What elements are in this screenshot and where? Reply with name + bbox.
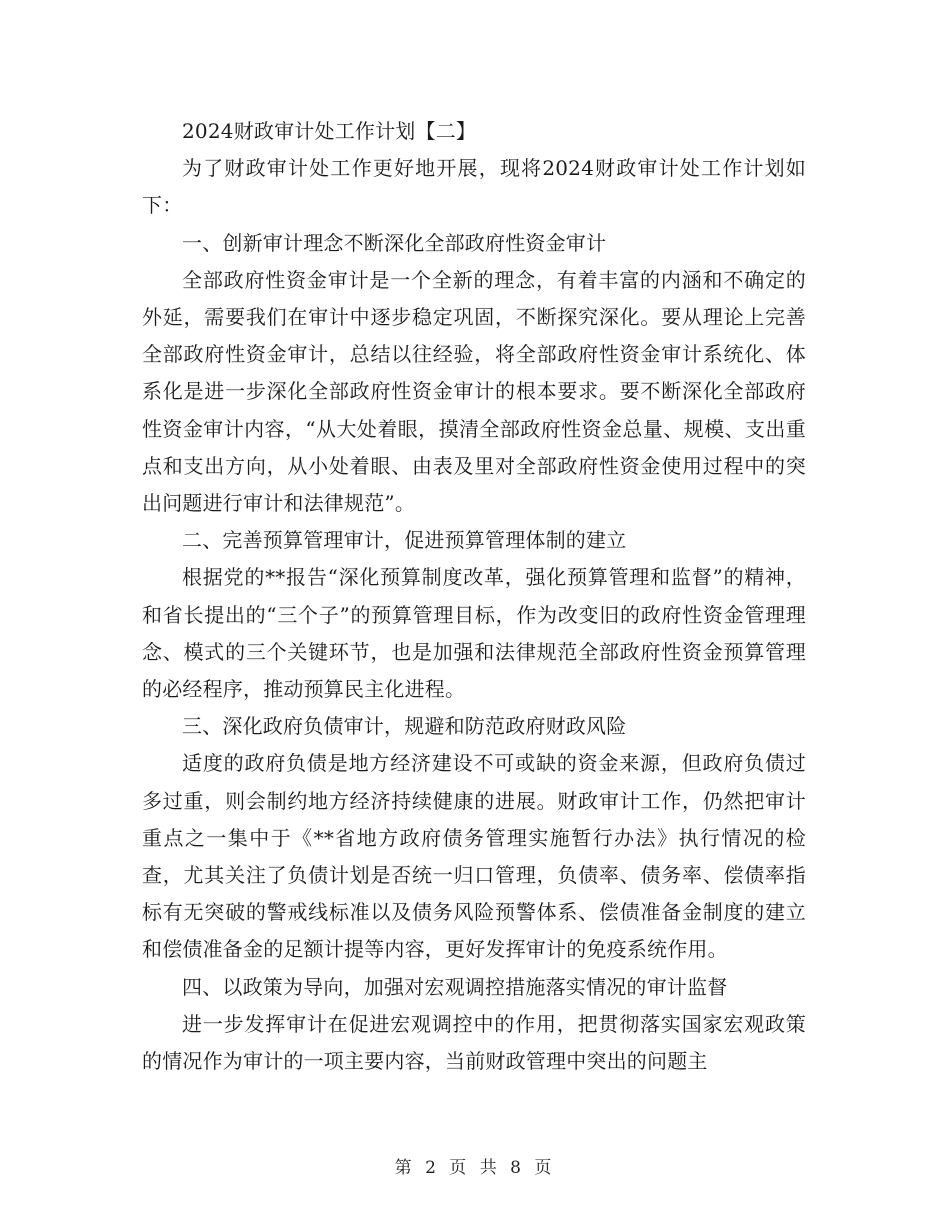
section-heading-3: 三、深化政府负债审计，规避和防范政府财政风险	[182, 714, 627, 739]
section-paragraph-4: 进一步发挥审计在促进宏观调控中的作用，把贯彻落实国家宏观政策的情况作为审计的一项主要内容，当前财政管理中突出的问题主	[142, 1011, 806, 1074]
section-paragraph-1: 全部政府性资金审计是一个全新的理念，有着丰富的内涵和不确定的外延，需要我们在审计中逐步稳定巩固，不断探究深化。要从理论上完善全部政府性资金审计，总结以往经验，将全部政府性资金审计系统化、体系化是进一步深化全部政府性资金审计的根本要求。要不断深化全部政府性资金审计内容，“从大处着眼，摸清全部政府性资金总量、规模、支出重点和支出方向，从小处着眼、由表及里对全部政府性资金使用过程中的突出问题进行审计和法律规范”。	[142, 267, 806, 516]
document-body	[142, 113, 806, 1080]
section-heading-1: 一、创新审计理念不断深化全部政府性资金审计	[182, 230, 607, 255]
document-title: 2024财政审计处工作计划【二】	[182, 119, 477, 143]
section-heading-4: 四、以政策为导向，加强对宏观调控措施落实情况的审计监督	[182, 974, 728, 999]
intro-paragraph: 为了财政审计处工作更好地开展，现将2024财政审计处工作计划如下：	[142, 156, 806, 218]
section-paragraph-2: 根据党的**报告“深化预算制度改革，强化预算管理和监督”的精神，和省长提出的“三个子”的预算管理目标，作为改变旧的政府性资金管理理念、模式的三个关键环节，也是加强和法律规范全部政府性资金预算管理的必经程序，推动预算民主化进程。	[142, 565, 806, 702]
section-heading-2: 二、完善预算管理审计，促进预算管理体制的建立	[182, 528, 627, 553]
page-number-footer: 第 2 页 共 8 页	[394, 1158, 556, 1178]
section-paragraph-3: 适度的政府负债是地方经济建设不可或缺的资金来源，但政府负债过多过重，则会制约地方经济持续健康的进展。财政审计工作，仍然把审计重点之一集中于《**省地方政府债务管理实施暂行办法》执行情况的检查，尤其关注了负债计划是否统一归口管理，负债率、债务率、偿债率指标有无突破的警戒线标准以及债务风险预警体系、偿债准备金制度的建立和偿债准备金的足额计提等内容，更好发挥审计的免疫系统作用。	[142, 751, 806, 962]
